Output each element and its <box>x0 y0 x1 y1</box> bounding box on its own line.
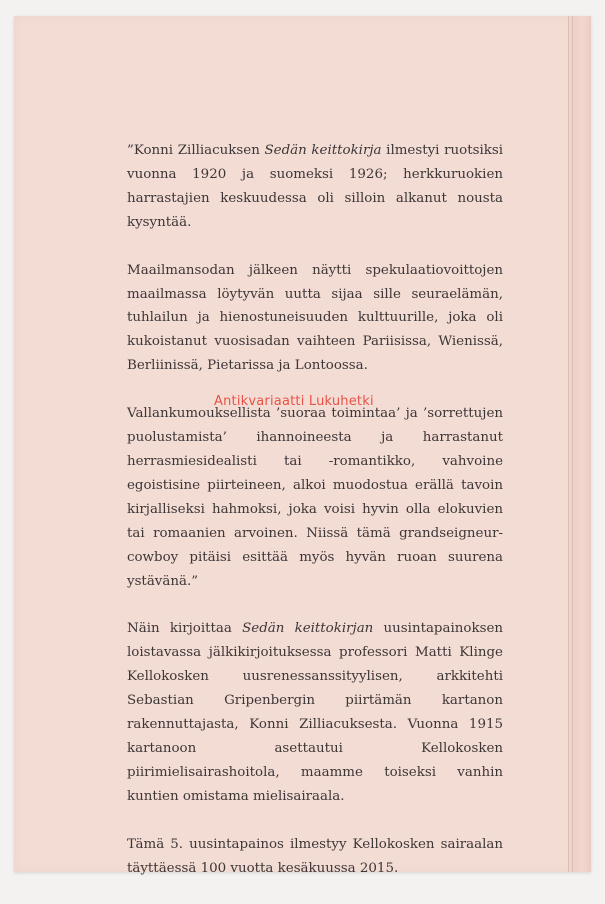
paragraph-5: Tämä 5. uusintapainos ilmestyy Kellokosken sairaalan täyttäessä 100 vuotta kesäkuussa 2015. <box>127 836 503 876</box>
paragraph-1-start: ”Konni Zilliacuksen <box>127 143 265 158</box>
paragraph-1-end: ilmestyi ruotsiksi vuonna 1920 ja suomeksi 1926; herkkuruokien harrastajien keskuudessa oli silloin alkanut nousta kysyntää. <box>127 143 503 230</box>
book-title-italic-2: Sedän keittokirjan <box>242 621 374 637</box>
paragraph-4-start: Näin kirjoittaa <box>127 621 243 637</box>
book-title-italic: Sedän keittokirja <box>264 143 382 158</box>
paragraph-1 <box>127 139 503 235</box>
paragraph-4-end: uusintapainoksen loistavassa jälkikirjoituksessa professori Matti Klinge Kellokosken uusrenessanssityylisen, arkkitehti Sebastian Gripenbergin piirtämän kartanon rakennuttajasta, Konni Zilliacuksesta. Vuonna 1915 kartanoon asettautui Kellokosken piirimielisairashoitola, maamme toiseksi vanhin kuntien omistama mielisairaala. <box>127 621 503 804</box>
watermark-text: Antikvariaatti Lukuhetki <box>214 394 374 409</box>
back-cover-text <box>127 139 503 904</box>
paragraph-2: Maailmansodan jälkeen näytti spekulaatiovoittojen maailmassa löytyvän uutta sijaa sille seuraelämän, tuhlailun ja hienostuneisuuden kulttuurille, joka oli kukoistanut vuosisadan vaihteen Pariisissa, Wienissä, Berliinissä, Pietarissa ja Lontoossa. <box>127 262 503 374</box>
paragraph-3: Vallankumouksellista ’suoraa toimintaa’ ja ’sorrettujen puolustamista’ ihannoineesta ja harrastanut herrasmiesidealisti tai -romantikko, vahvoine egoistisine piirteineen, alkoi muodostua erällä tavoin kirjalliseksi hahmoksi, joka voisi hyvin olla elokuvien tai romaanien arvoinen. Niissä tämä grandseigneur-cowboy pitäisi esittää myös hyvän ruoan suurena ystävänä.” <box>127 406 503 589</box>
paragraph-4 <box>127 617 503 808</box>
spine-groove <box>572 16 573 872</box>
